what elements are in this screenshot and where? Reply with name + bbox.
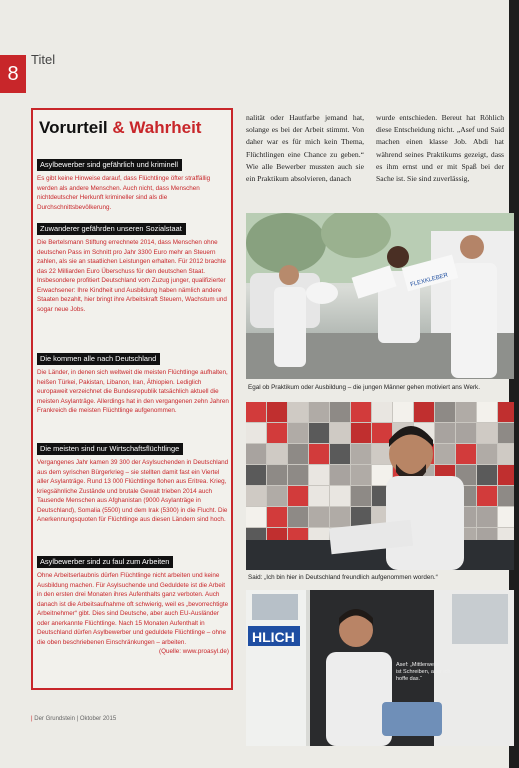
wall-tile <box>498 507 514 527</box>
wall-tile <box>351 423 371 443</box>
wall-tile <box>456 423 476 443</box>
wall-tile <box>477 423 497 443</box>
wall-tile <box>498 423 514 443</box>
wall-tile <box>477 444 497 464</box>
article-column-2: wurde entschieden. Bereut hat Röhlich diese Entscheidung nicht. „Asef und Said machen einen klasse Job. Abdi hat während seines Praktikums gezeigt, dass es ihm ernst und er mit Spaß bei der Sache ist. Sie sind zuverlässig, <box>376 113 504 184</box>
magazine-name: Der Grundstein <box>34 716 75 722</box>
wall-tile <box>246 423 266 443</box>
photo-workers <box>246 213 514 379</box>
wall-tile <box>372 402 392 422</box>
myth-heading: Asylbewerber sind gefährlich und kriminell <box>37 159 182 171</box>
myth-block <box>37 551 229 657</box>
wall-tile <box>477 402 497 422</box>
section-label: Titel <box>31 52 56 67</box>
wall-tile <box>351 507 371 527</box>
wall-tile <box>330 465 350 485</box>
myth-block <box>37 218 229 314</box>
wall-tile <box>498 486 514 506</box>
wall-tile <box>267 444 287 464</box>
photo-workers-caption: Egal ob Praktikum oder Ausbildung – die jungen Männer gehen motiviert ans Werk. <box>248 384 480 391</box>
wall-tile <box>330 486 350 506</box>
wall-tile <box>456 444 476 464</box>
myth-heading: Zuwanderer gefährden unseren Sozialstaat <box>37 223 186 235</box>
myth-block <box>37 348 229 416</box>
wall-tile <box>477 486 497 506</box>
myth-text: Vergangenes Jahr kamen 39 300 der Asylsuchenden in Deutschland aus dem syrischen Bürgerkrieg – sie stellten damit fast ein Viertel aller Asylanträge. Rund 13 000 Flüchtlinge flohen aus Eritrea. Krieg, kriegsähnliche Zustände und brutale Gewalt trieben 2014 auch Tausende Menschen aus Afghanistan (9000 Asylanträge in Deutschland), Somalia (5500) und dem Irak (5300) in die Flucht. Die Anerkennungsquoten für Flüchtlinge aus diesen Ländern sind hoch. <box>37 459 229 523</box>
wall-tile <box>309 444 329 464</box>
van-lettering: HLICH <box>252 629 295 645</box>
wall-tile <box>267 507 287 527</box>
page-footer: | Der Grundstein | Oktober 2015 <box>31 716 117 722</box>
myth-text <box>37 571 229 657</box>
wall-tile <box>309 423 329 443</box>
wall-tile <box>246 465 266 485</box>
issue-date: Oktober 2015 <box>79 716 117 722</box>
wall-tile <box>351 465 371 485</box>
myth-block <box>37 154 229 212</box>
myth-block <box>37 438 229 525</box>
caption-line: ist Schreiben, aber ich <box>396 669 451 675</box>
wall-tile <box>267 486 287 506</box>
wall-tile <box>498 465 514 485</box>
photo-said-illustration <box>246 402 514 570</box>
wall-tile <box>330 402 350 422</box>
wall-tile <box>288 507 308 527</box>
box-title-main: Vorurteil <box>39 118 108 137</box>
article-column-1: nalität oder Hautfarbe jemand hat, solange es bei der Arbeit stimmt. Von daher war es für mich kein Thema, Flüchtlingen eine Chance zu geben.“ Wie alle Bewerber mussten auch sie ein Praktikum absolvieren, danach <box>246 113 364 184</box>
wall-tile <box>330 423 350 443</box>
wall-tile <box>288 486 308 506</box>
wall-tile <box>246 507 266 527</box>
photo-asef <box>246 590 514 746</box>
myth-heading: Die meisten sind nur Wirtschaftsflüchtlinge <box>37 443 183 455</box>
wall-tile <box>288 444 308 464</box>
photo-said <box>246 402 514 570</box>
wall-tile <box>498 444 514 464</box>
wall-tile <box>246 486 266 506</box>
wall-tile <box>414 402 434 422</box>
myth-text: Die Bertelsmann Stiftung errechnete 2014, dass Menschen ohne deutschen Pass im Schnitt pro Jahr 3300 Euro mehr an Steuern zahlen, als sie an staatlichen Leistungen erhalten. Für 2012 brachte das 22 Milliarden Euro Überschuss für den deutschen Staat. Insbesondere profitiert Deutschland vom Zuzug junger, qualifizierter Erwachsener: Ihre Kindheit und Ausbildung haben nämlich andere Staaten bezahlt, hier bringt ihre Arbeitskraft Steuern, Wachstum und sogar neue Jobs. <box>37 239 227 313</box>
wall-tile <box>246 402 266 422</box>
wall-tile <box>267 423 287 443</box>
caption-line: hoffe das.“ <box>396 676 422 682</box>
wall-tile <box>288 465 308 485</box>
wall-tile <box>435 402 455 422</box>
wall-tile <box>267 402 287 422</box>
photo-asef-illustration <box>246 590 514 746</box>
wall-tile <box>309 402 329 422</box>
wall-tile <box>477 465 497 485</box>
wall-tile <box>309 465 329 485</box>
caption-line: Asef: „Mittlerweile <box>396 662 440 668</box>
wall-tile <box>309 486 329 506</box>
wall-tile <box>393 402 413 422</box>
wall-tile <box>435 423 455 443</box>
page-number: 8 <box>0 55 26 93</box>
wall-tile <box>330 444 350 464</box>
wall-tile <box>309 507 329 527</box>
photo-workers-illustration <box>246 213 514 379</box>
wall-tile <box>288 402 308 422</box>
wall-tile <box>456 402 476 422</box>
box-label: FLEXKLEBER <box>409 272 449 289</box>
wall-tile <box>330 507 350 527</box>
myth-text: Es gibt keine Hinweise darauf, dass Flüchtlinge öfter straffällig werden als andere Menschen. Auch nicht, dass Menschen nichtdeutscher Herkunft krimineller sind als die Durchschnittsbevölkerung. <box>37 175 211 211</box>
myth-text: Die Länder, in denen sich weltweit die meisten Flüchtlinge aufhalten, heißen Türkei, Pakistan, Libanon, Iran, Äthiopien. Lediglich europaweit verzeichnet die Bundesrepublik tatsächlich aktuell die meisten Asylanträge. Allerdings hat in den vergangenen zehn Jahren Frankreich die meisten Flüchtlinge aufgenommen. <box>37 369 229 414</box>
box-title <box>39 118 201 138</box>
myth-heading: Asylbewerber sind zu faul zum Arbeiten <box>37 556 173 568</box>
wall-tile <box>498 402 514 422</box>
photo-said-caption: Said: „Ich bin hier in Deutschland freundlich aufgenommen worden.“ <box>248 574 438 581</box>
myth-body: Ohne Arbeitserlaubnis dürfen Flüchtlinge nicht arbeiten und keine Ausbildung machen. Für Asylsuchende und Geduldete ist die Arbeit in den ersten drei Monaten ihres Aufenthalts ganz verboten. Auch danach ist die Arbeitsaufnahme oft schwierig, weil es „bevorrechtigte Arbeitnehmer“ gibt. Dies sind Deutsche, aber auch EU-Ausländer oder anerkannte Flüchtlinge. Nach 15 Monaten Aufenthalt in Deutschland dürfen Asylbewerber und geduldete Flüchtlinge – ohne die oben beschriebenen Einschränkungen – arbeiten. <box>37 572 229 646</box>
fact-box <box>31 108 233 690</box>
box-title-accent: & Wahrheit <box>112 118 202 137</box>
source-link[interactable]: (Quelle: www.proasyl.de) <box>159 648 229 655</box>
wall-tile <box>351 444 371 464</box>
wall-tile <box>246 444 266 464</box>
wall-tile <box>477 507 497 527</box>
myth-heading: Die kommen alle nach Deutschland <box>37 353 160 365</box>
wall-tile <box>267 465 287 485</box>
wall-tile <box>351 486 371 506</box>
wall-tile <box>435 444 455 464</box>
wall-tile <box>351 402 371 422</box>
wall-tile <box>288 423 308 443</box>
